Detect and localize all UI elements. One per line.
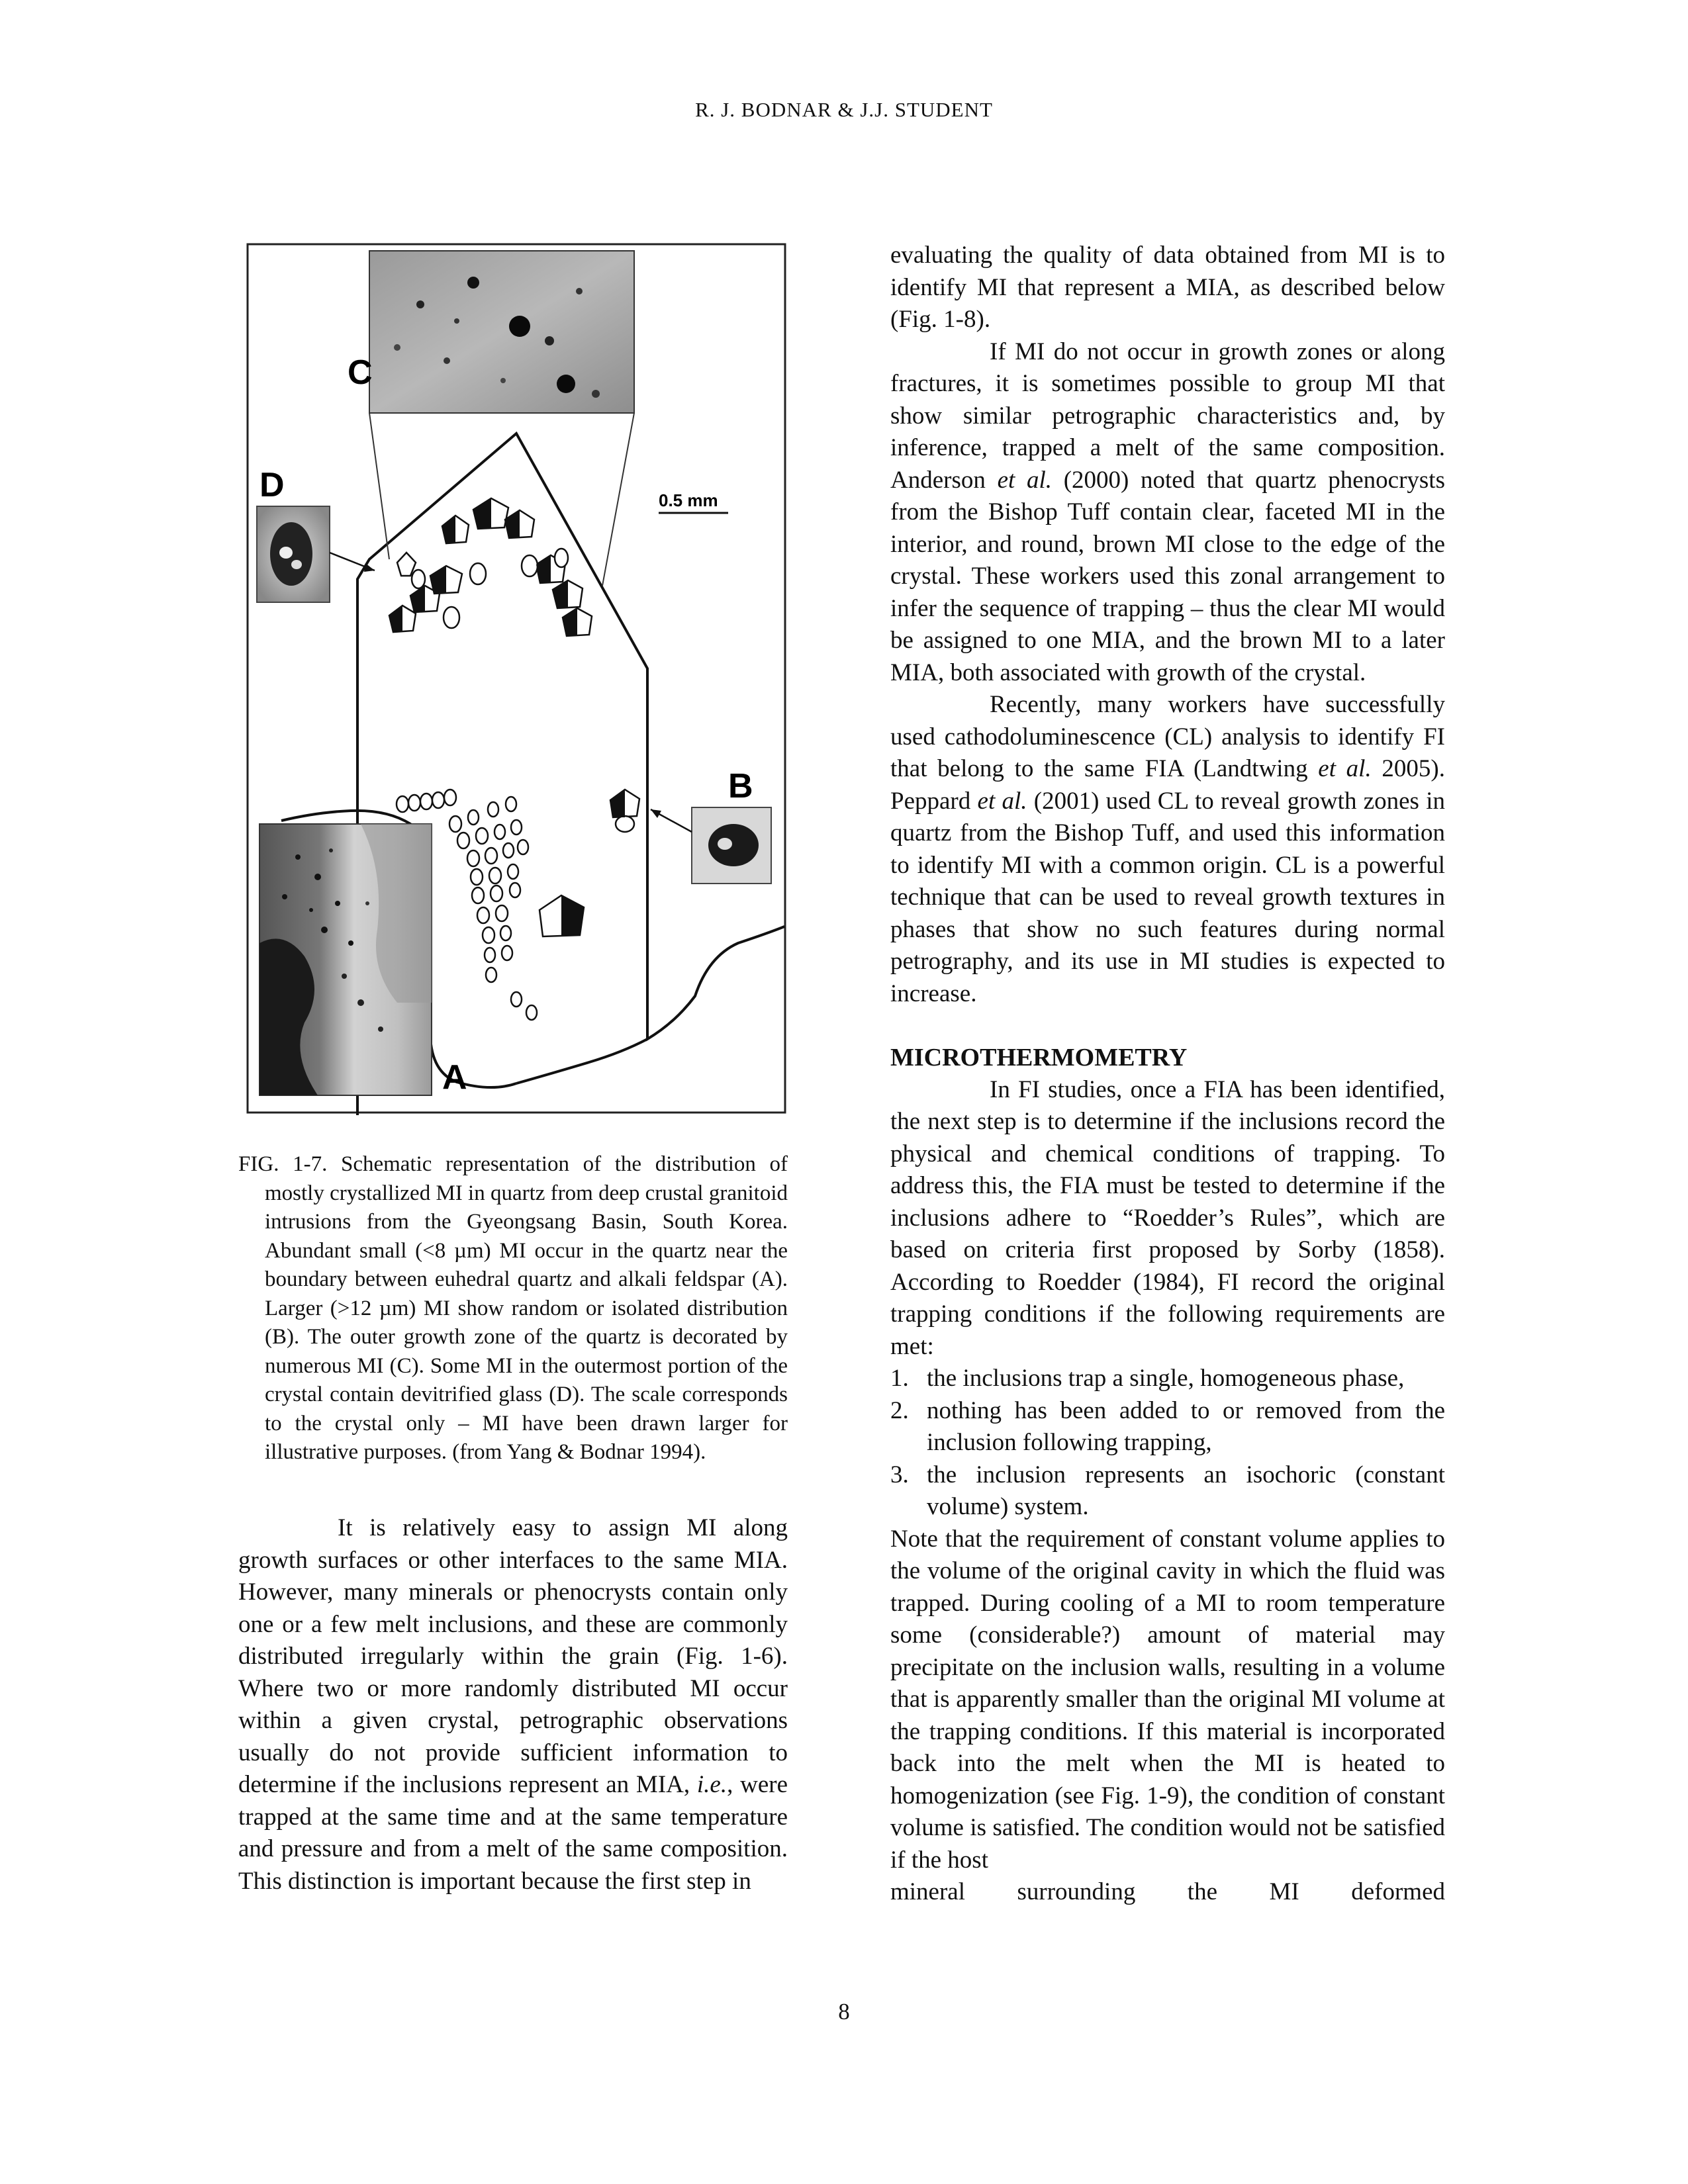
photo-c-growth-zone (369, 251, 634, 413)
right-paragraph-2-text-a: Recently, many workers have successfully used cathodoluminescence (CL) analysis to identify FI that belong to the same FIA (Landtwing (890, 691, 1445, 782)
right-paragraph-1 (890, 336, 1445, 690)
right-paragraph-4-last-line: mineral surrounding the MI deformed (890, 1878, 1445, 1905)
list-item-text: the inclusions trap a single, homogeneous phase, (927, 1365, 1405, 1392)
roedders-rules-list (890, 1363, 1445, 1524)
left-paragraph-text-2: , were trapped at the same time and at the same temperature and pressure and from a melt of the same composition. This distinction is important because the first step in (238, 1771, 788, 1895)
list-item-text: the inclusion represents an isochoric (constant volume) system. (927, 1461, 1445, 1520)
right-paragraph-1-text-a: If MI do not occur in growth zones or along fractures, it is sometimes possible to group MI that show similar petrographic characteristics and, by inference, trapped a melt of the same composition. Anderson (890, 338, 1445, 494)
right-paragraph-2-text-c: (2001) used CL to reveal growth zones in quartz from the Bishop Tuff, and used this information to identify MI with a common origin. CL is a powerful technique that can be used to reveal growth textures in phases that show no such features during normal petrography, and its use in MI studies is expected to increase. (890, 787, 1445, 1007)
list-item (890, 1395, 1445, 1459)
right-paragraph-2-etal-1: et al. (1318, 755, 1372, 782)
right-column (890, 240, 1445, 1909)
list-item (890, 1363, 1445, 1395)
figure-1-7 (245, 242, 788, 1115)
running-head-author-1-smallcaps: ODNAR (755, 98, 832, 121)
caption-fig-number: . 1-7. (273, 1152, 328, 1176)
panel-label-a: A (442, 1058, 467, 1097)
page-number: 8 (838, 1999, 850, 2025)
running-head-author-2-smallcaps: TUDENT (906, 98, 993, 121)
scale-bar-label: 0.5 mm (659, 490, 718, 510)
right-paragraph-3: In FI studies, once a FIA has been identified, the next step is to determine if the inclusions record the physical and chemical conditions of trapping. To address this, the FIA must be tested to determine if the inclusions adhere to “Roedder’s Rules”, which are based on criteria first proposed by Sorby (1858). According to Roedder (1984), FI record the original trapping conditions if the following requirements are met: (890, 1075, 1445, 1360)
caption-fig-prefix: F (238, 1152, 251, 1176)
left-paragraph-ie: i.e. (696, 1771, 727, 1798)
panel-label-b: B (728, 767, 753, 805)
panel-label-d: D (259, 466, 285, 504)
right-paragraph-2 (890, 689, 1445, 1010)
list-item-text: nothing has been added to or removed from the inclusion following trapping, (927, 1396, 1445, 1456)
panel-label-c: C (348, 353, 373, 392)
right-paragraph-2-text-b: 2005). Peppard (890, 755, 1445, 815)
left-paragraph-text-1: It is relatively easy to assign MI along growth surfaces or other interfaces to the same MIA. However, many minerals or phenocrysts contain only one or a few melt inclusions, and these are commonly distributed irregularly within the grain (Fig. 1-6). Where two or more randomly distributed MI occur within a given crystal, petrographic observations usually do not provide sufficient information to determine if the inclusions represent an MIA, (238, 1514, 788, 1798)
list-item (890, 1459, 1445, 1524)
caption-fig-prefix-smallcaps: IG (250, 1152, 274, 1176)
right-paragraph-0: evaluating the quality of data obtained from MI is to identify MI that represent a MIA, as described below (Fig. 1-8). (890, 242, 1445, 333)
running-head (0, 98, 1688, 122)
right-paragraph-2-etal-2: et al. (977, 787, 1027, 815)
figure-caption (238, 1150, 788, 1467)
right-paragraph-1-text-b: (2000) noted that quartz phenocrysts from the Bishop Tuff contain clear, faceted MI in the interior, and round, brown MI close to the edge of the crystal. These workers used this zonal arrangement to infer the sequence of trapping – thus the clear MI would be assigned to one MIA, and the brown MI to a later MIA, both associated with growth of the crystal. (890, 466, 1445, 686)
caption-text: Schematic representation of the distribution of mostly crystallized MI in quartz from deep crustal granitoid intrusions from the Gyeongsang Basin, South Korea. Abundant small (<8 µm) MI occur in the quartz near the boundary between euhedral quartz and alkali feldspar (A). Larger (>12 µm) MI show random or isolated distribution (B). The outer growth zone of the quartz is decorated by numerous MI (C). Some MI in the outermost portion of the crystal contain devitrified glass (D). The scale corresponds to the crystal only – MI have been drawn larger for illustrative purposes. (from Yang & Bodnar 1994). (265, 1152, 788, 1464)
right-paragraph-1-etal: et al. (997, 466, 1052, 494)
section-heading-microthermometry: MICROTHERMOMETRY (890, 1044, 1188, 1071)
running-head-author-2: & J.J. S (831, 98, 907, 121)
left-column-text (238, 1512, 788, 1897)
list-item-number: 2. (890, 1396, 909, 1424)
right-paragraph-4: Note that the requirement of constant volume applies to the volume of the original cavity in which the fluid was trapped. During cooling of a MI to room temperature some (considerable?) amount of material may precipitate on the inclusion walls, resulting in a volume that is apparently smaller than the original MI volume at the trapping conditions. If this material is incorporated back into the melt when the MI is heated to homogenization (see Fig. 1-9), the condition of constant volume is satisfied. The condition would not be satisfied if the host (890, 1525, 1445, 1874)
list-item-number: 1. (890, 1365, 909, 1392)
list-item-number: 3. (890, 1461, 909, 1488)
figure-1-7-illustration (245, 242, 788, 1115)
running-head-author-1: R. J. B (695, 98, 756, 121)
